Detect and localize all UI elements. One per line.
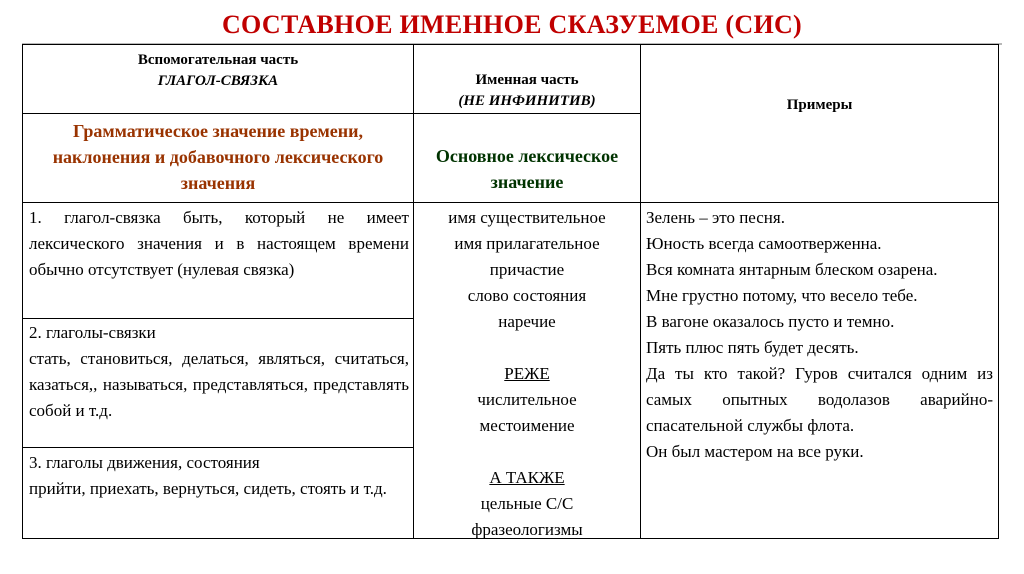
aux-part-header	[23, 50, 413, 92]
aux-meaning-cell	[30, 118, 406, 196]
aux-part-subtitle: ГЛАГОЛ-СВЯЗКА	[157, 73, 279, 89]
examples-header-label: Примеры	[786, 97, 853, 113]
also-label: А ТАКЖЕ	[489, 468, 565, 487]
header-bottom-line	[22, 202, 999, 203]
example-sentence: В вагоне оказалось пусто и темно.	[646, 312, 895, 331]
nominal-part-subtitle: (НЕ ИНФИНИТИВ)	[458, 93, 596, 109]
header-subdivider	[22, 113, 640, 114]
example-sentence: Да ты кто такой? Гуров считался одним из самых опытных водолазов аварийно-спасательной службы флота.	[646, 364, 993, 435]
verb-1-text: 1. глагол-связка быть, который не имеет лексического значения и в настоящем времени обычно отсутствует (нулевая связка)	[29, 208, 409, 279]
example-sentence: Он был мастером на все руки.	[646, 442, 864, 461]
example-sentence: Пять плюс пять будет десять.	[646, 338, 859, 357]
verb-row-divider-2	[22, 447, 414, 448]
verb-cell-1	[29, 205, 409, 283]
examples-header	[641, 95, 998, 116]
table-border-left	[22, 44, 23, 539]
nominal-rarer-item: местоимение	[479, 416, 575, 435]
aux-part-title: Вспомогательная часть	[137, 52, 299, 68]
nominal-list-cell	[414, 205, 640, 543]
nominal-also-item: фразеологизмы	[471, 520, 583, 539]
verb-3-heading: 3. глаголы движения, состояния	[29, 453, 260, 472]
nominal-rarer-item: числительное	[477, 390, 577, 409]
example-sentence: Мне грустно потому, что весело тебе.	[646, 286, 918, 305]
verb-row-divider-1	[22, 318, 414, 319]
example-sentence: Зелень – это песня.	[646, 208, 785, 227]
nominal-also-item: цельные С/С	[480, 494, 574, 513]
nominal-item: наречие	[498, 312, 556, 331]
verb-3-text: прийти, приехать, вернуться, сидеть, стоять и т.д.	[29, 479, 387, 498]
nominal-item: имя существительное	[448, 208, 606, 227]
verb-cell-2	[29, 320, 409, 424]
nominal-meaning-text: Основное лексическое значение	[435, 146, 619, 192]
column-divider-2	[640, 44, 641, 539]
verb-2-heading: 2. глаголы-связки	[29, 323, 156, 342]
nominal-item: причастие	[489, 260, 565, 279]
nominal-item: имя прилагательное	[454, 234, 600, 253]
verb-2-text: стать, становиться, делаться, являться, считаться, казаться,, называться, представляться, представлять собой и т.д.	[29, 349, 409, 420]
nominal-part-title: Именная часть	[475, 72, 579, 88]
example-sentence: Юность всегда самоотверженна.	[646, 234, 882, 253]
examples-cell	[646, 205, 993, 465]
table-border-right	[998, 44, 999, 539]
rarer-label: РЕЖЕ	[504, 364, 550, 383]
spacer	[414, 335, 640, 361]
aux-meaning-text: Грамматическое значение времени, наклонения и добавочного лексического значения	[52, 121, 384, 193]
example-sentence: Вся комната янтарным блеском озарена.	[646, 260, 938, 279]
verb-cell-3	[29, 450, 409, 502]
nominal-meaning-cell	[418, 143, 636, 195]
table-border-top	[22, 44, 999, 45]
spacer	[414, 439, 640, 465]
nominal-part-header	[414, 70, 640, 112]
page-title: СОСТАВНОЕ ИМЕННОЕ СКАЗУЕМОЕ (СИС)	[221, 10, 803, 39]
nominal-item: слово состояния	[467, 286, 587, 305]
